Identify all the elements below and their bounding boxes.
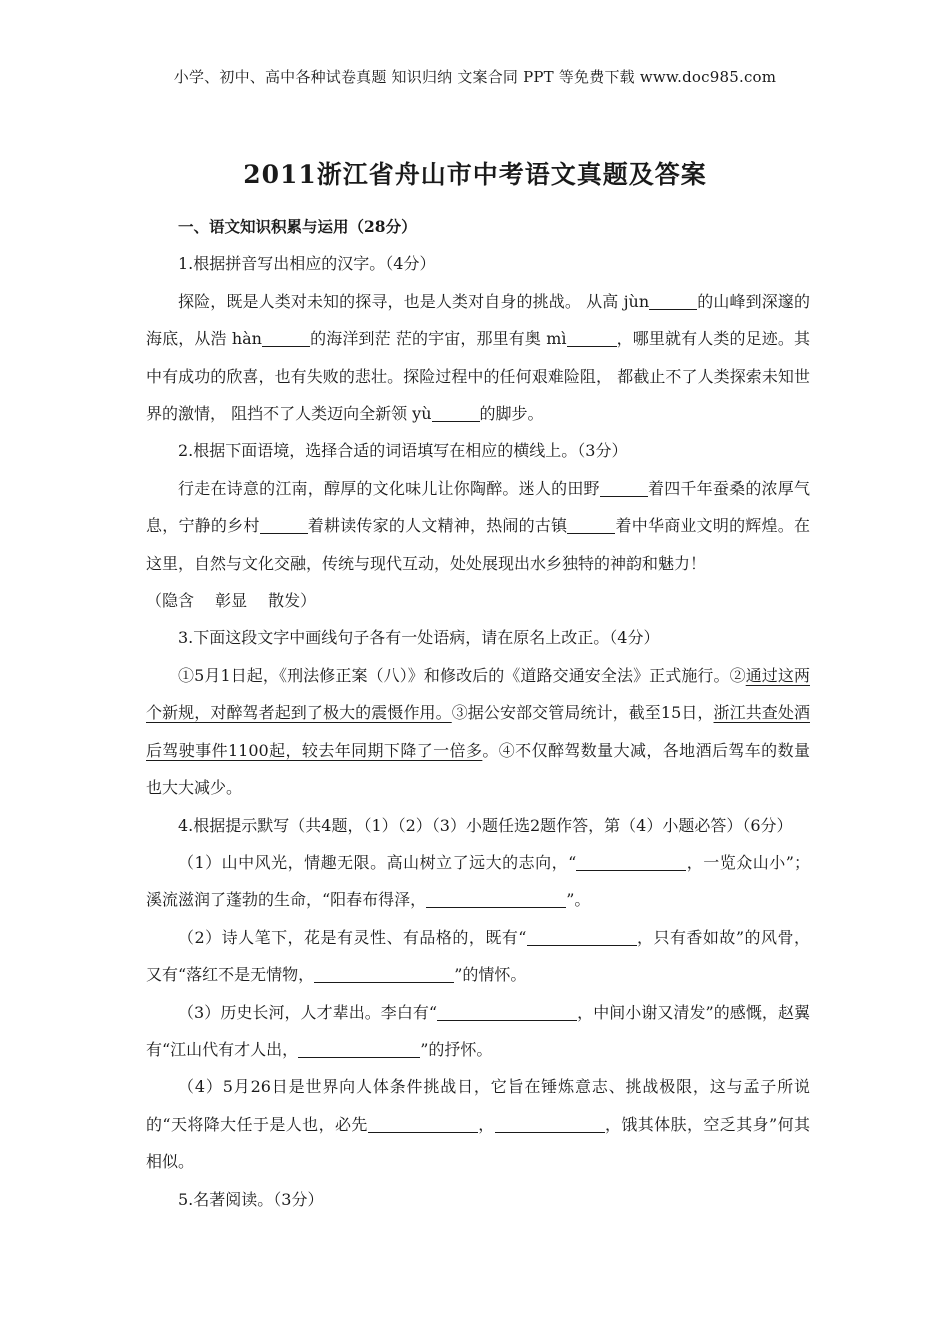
q1-text-part: 的山峰到深邃的海底，从浩 hàn [146,291,810,349]
q2-text-part: 着四千年蚕桑的浓厚气息，宁静的乡村 [146,478,810,536]
q2-text-part: 行走在诗意的江南，醇厚的文化味儿让你陶醉。迷人的田野 [178,478,600,498]
q1-text-part: ，哪里就有人类的足迹。其中有成功的欣喜，也有失败的悲壮。探险过程中的任何艰难险阻， 都截止不了人类探索未知世界的激情， 阻挡不了人类迈向全新领 yù [146,329,810,424]
q4-text-part: ，只有香如故”的风骨，又有“落红不是无情物， [146,927,810,985]
q3-text-part: 。④不仅醉驾数量大减，各地酒后驾车的数量也大大减少。 [146,740,810,798]
q2-text-part: 着中华商业文明的辉煌。在这里，自然与文化交融，传统与现代互动，处处展现出水乡独特的神韵和魅力！ [146,516,810,573]
question-1-text [146,283,810,433]
section-heading: 一、语文知识积累与运用（28分） [178,217,417,236]
question-5-prompt: 5.名著阅读。（3分） [178,1189,324,1209]
q3-text-part: ①5月1日起，《刑法修正案（八）》和修改后的《道路交通安全法》正式施行。② [178,665,746,685]
answer-blank[interactable] [495,1115,605,1133]
answer-blank[interactable] [262,329,310,347]
question-3-prompt: 3.下面这段文字中画线句子各有一处语病，请在原名上改正。（4分） [178,628,660,648]
q3-text-part: ③据公安部交管局统计，截至15日， [451,703,714,723]
underlined-sentence: 浙江共查处酒后驾驶事件1100起，较去年同期下降了一倍多 [146,703,810,760]
q4-text-part: （1）山中风光，情趣无限。高山树立了远大的志向，“ [178,852,577,872]
question-4-item-3 [146,994,810,1069]
q4-text-part: ，饿其体肤，空乏其身”何其相似。 [146,1114,810,1172]
question-1-prompt: 1.根据拼音写出相应的汉字。（4分） [178,254,436,274]
question-2-prompt: 2.根据下面语境，选择合适的词语填写在相应的横线上。（3分） [178,441,628,461]
question-2-options: （隐含 彰显 散发） [146,591,317,611]
answer-blank[interactable] [260,516,308,534]
answer-blank[interactable] [576,853,686,871]
answer-blank[interactable] [567,329,617,347]
answer-blank[interactable] [314,965,454,983]
question-4-item-1 [146,844,810,919]
answer-blank[interactable] [437,1003,577,1021]
answer-blank[interactable] [567,516,615,534]
q2-text-part: 着耕读传家的人文精神，热闹的古镇 [307,516,568,536]
q4-text-part: ，中间小谢又清发”的感慨，赵翼有“江山代有才人出， [146,1002,810,1059]
q4-text-part: （3）历史长河，人才辈出。李白有“ [178,1002,438,1022]
answer-blank[interactable] [600,479,648,497]
q4-text-part: （4）5月26日是世界向人体条件挑战日，它旨在锤炼意志、挑战极限，这与孟子所说的“天将降大任于是人也，必先 [146,1077,810,1134]
question-2-text [146,470,810,582]
question-3-text [146,657,810,807]
answer-blank[interactable] [368,1115,478,1133]
q1-text-part: 的脚步。 [479,404,544,424]
q4-text-part: ，一览众山小”；溪流滋润了蓬勃的生命，“阳春布得泽， [146,852,810,910]
document-title: 2011浙江省舟山市中考语文真题及答案 [243,160,707,189]
underlined-sentence: 通过这两个新规，对醉驾者起到了极大的震慑作用。 [146,665,810,723]
question-4-item-2 [146,919,810,994]
document-body [146,208,810,1218]
q4-text-part: ”的情怀。 [454,965,527,985]
answer-blank[interactable] [649,292,697,310]
answer-blank[interactable] [432,404,480,422]
page-header: 小学、初中、高中各种试卷真题 知识归纳 文案合同 PPT 等免费下载 www.doc985.com [173,68,777,86]
q1-text-part: 的海洋到茫 茫的宇宙，那里有奥 mì [309,329,567,349]
q4-text-part: （2）诗人笔下，花是有灵性、有品格的，既有“ [178,927,527,947]
q4-text-part: ， [477,1114,495,1134]
question-4-item-4 [146,1068,810,1180]
answer-blank[interactable] [527,928,637,946]
q1-text-part: 探险，既是人类对未知的探寻，也是人类对自身的挑战。 从高 jùn [178,291,650,311]
q4-text-part: ”。 [566,890,591,910]
answer-blank[interactable] [426,890,566,908]
q4-text-part: ”的抒怀。 [420,1039,493,1059]
question-4-prompt: 4.根据提示默写（共4题，（1）（2）（3）小题任选2题作答，第（4）小题必答）（6分） [178,815,793,835]
answer-blank[interactable] [298,1040,420,1058]
